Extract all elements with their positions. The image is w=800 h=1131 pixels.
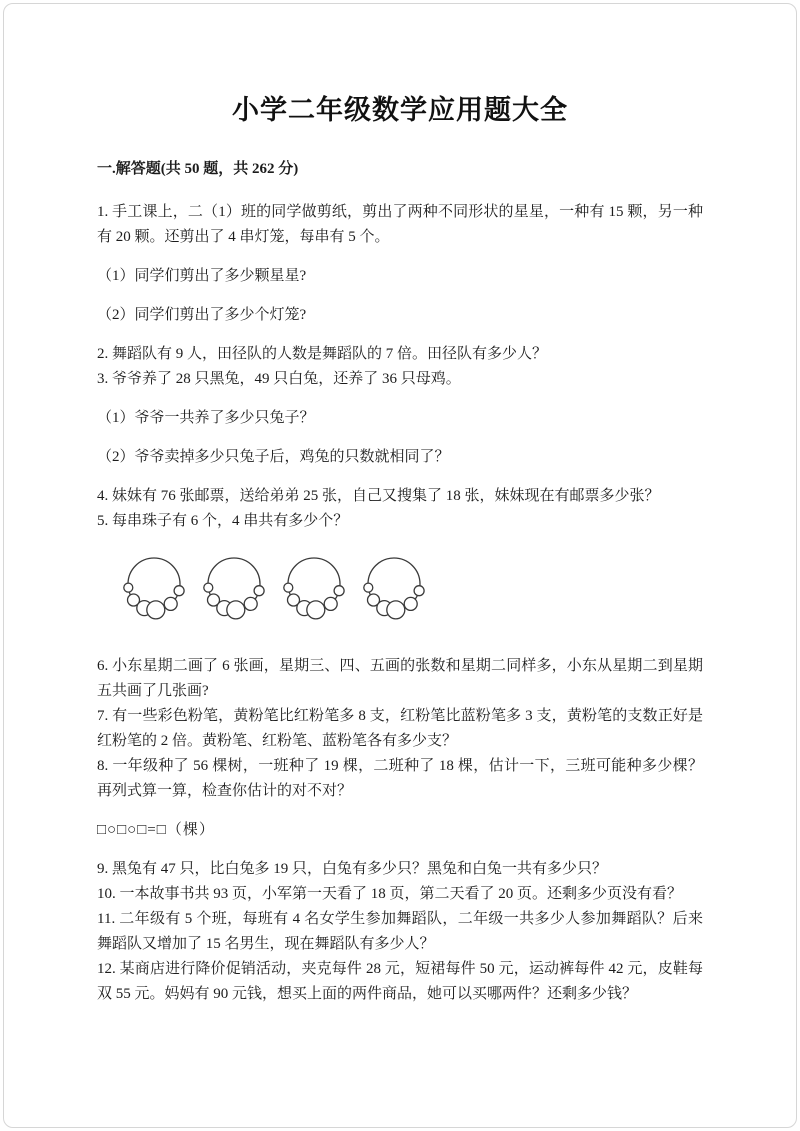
equation-block (97, 818, 703, 843)
problem-text: （1）爷爷一共养了多少只兔子？ (97, 410, 315, 426)
problem-text: 7. 有一些彩色粉笔，黄粉笔比红粉笔多 8 支，红粉笔比蓝粉笔多 3 支，黄粉笔的支数正好是红粉笔的 2 倍。黄粉笔、红粉笔、蓝粉笔各有多少支？ (97, 708, 703, 749)
problem-text: （2）爷爷卖掉多少只兔子后，鸡兔的只数就相同了？ (97, 449, 450, 465)
problem-text: （2）同学们剪出了多少个灯笼? (97, 307, 307, 323)
bead-strings-figure (115, 552, 703, 626)
problem-text: 11. 二年级有 5 个班，每班有 4 名女学生参加舞蹈队，二年级一共多少人参加舞蹈队？后来舞蹈队又增加了 15 名男生，现在舞蹈队有多少人？ (97, 911, 703, 952)
problem-text: （1）同学们剪出了多少颗星星? (97, 268, 307, 284)
problem-text: 6. 小东星期二画了 6 张画，星期三、四、五画的张数和星期二同样多，小东从星期二到星期五共画了几张画? (97, 658, 703, 699)
problem-text: 9. 黑兔有 47 只，比白兔多 19 只，白兔有多少只？黑兔和白兔一共有多少只？ (97, 861, 608, 877)
bead-string-icon (195, 552, 273, 626)
problem-text: 3. 爷爷养了 28 只黑兔，49 只白兔，还养了 36 只母鸡。 (97, 371, 461, 387)
bead-string-icon (275, 552, 353, 626)
bead-string-icon (355, 552, 433, 626)
page-title: 小学二年级数学应用题大全 (232, 95, 568, 125)
equation-placeholder-line: □○□○□=□（棵） (97, 822, 215, 838)
problem-block (97, 484, 703, 534)
problem-block (97, 342, 703, 392)
problem-block (97, 303, 703, 328)
problem-text: 5. 每串珠子有 6 个，4 串共有多少个？ (97, 513, 349, 529)
problem-block (97, 654, 703, 804)
problem-text: 4. 妹妹有 76 张邮票，送给弟弟 25 张，自己又搜集了 18 张，妹妹现在有邮票多少张？ (97, 488, 660, 504)
problem-block (97, 406, 703, 431)
section-header: 一.解答题(共 50 题，共 262 分) (97, 161, 299, 177)
problem-block (97, 200, 703, 250)
problem-block (97, 857, 703, 1007)
problem-text: 10. 一本故事书共 93 页，小军第一天看了 18 页，第二天看了 20 页。还剩多少页没有看？ (97, 886, 683, 902)
problem-block (97, 445, 703, 470)
problem-text: 2. 舞蹈队有 9 人，田径队的人数是舞蹈队的 7 倍。田径队有多少人？ (97, 346, 548, 362)
problem-text: 1. 手工课上，二（1）班的同学做剪纸，剪出了两种不同形状的星星，一种有 15 颗，另一种有 20 颗。还剪出了 4 串灯笼，每串有 5 个。 (97, 204, 703, 245)
problem-block (97, 264, 703, 289)
bead-string-icon (115, 552, 193, 626)
problem-text: 8. 一年级种了 56 棵树，一班种了 19 棵，二班种了 18 棵，估计一下，三班可能种多少棵？再列式算一算，检查你估计的对不对？ (97, 758, 703, 799)
problem-text: 12. 某商店进行降价促销活动，夹克每件 28 元，短裙每件 50 元，运动裤每件 42 元，皮鞋每双 55 元。妈妈有 90 元钱，想买上面的两件商品，她可以买哪两件？还剩多少钱？ (97, 961, 703, 1002)
problems-list (97, 200, 703, 1007)
